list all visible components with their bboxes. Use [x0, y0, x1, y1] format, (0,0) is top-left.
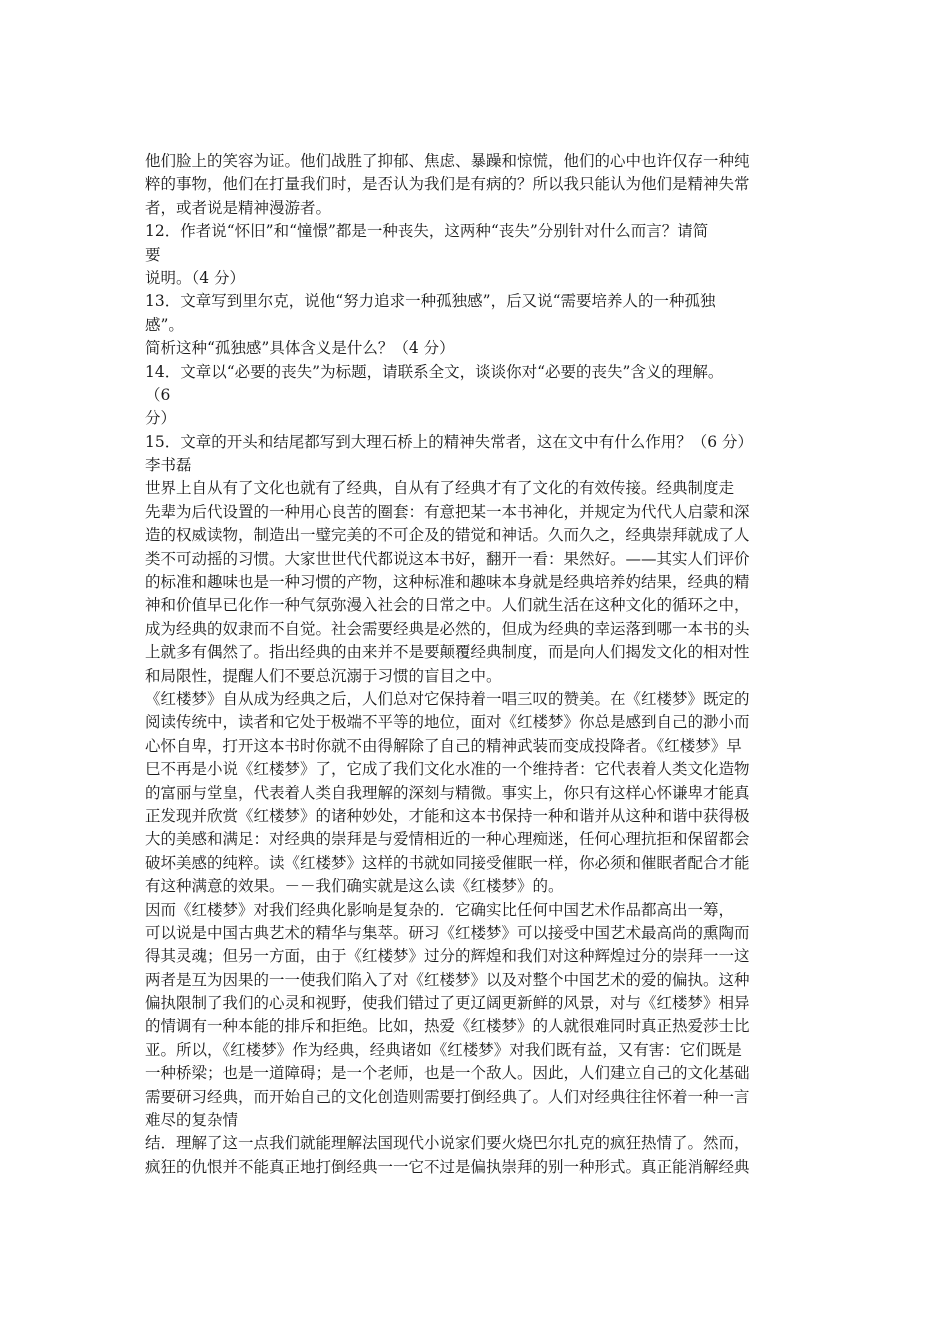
text-line: 阅读传统中，读者和它处于极端不平等的地位，面对《红楼梦》你总是感到自己的渺小而	[145, 713, 750, 732]
text-line: 得其灵魂；但另一方面，由于《红楼梦》过分的辉煌和我们对这种辉煌过分的崇拜一一这	[145, 947, 750, 966]
text-line: 的富丽与堂皇，代表着人类自我理解的深刻与精微。事实上，你只有这样心怀谦卑才能真	[145, 783, 750, 802]
text-line: 和局限性，提醒人们不要总沉溺于习惯的盲目之中。	[145, 666, 502, 685]
text-line: 偏执限制了我们的心灵和视野，使我们错过了更辽阔更新鲜的风景，对与《红楼梦》相异	[145, 994, 750, 1013]
text-line: 大的美感和满足：对经典的崇拜是与爱情相近的一种心理痴迷，任何心理抗拒和保留都会	[145, 830, 750, 849]
text-line: 类不可动摇的习惯。大家世世代代都说这本书好，翻开一看：果然好。——其实人们评价	[145, 549, 750, 568]
text-line: 结．理解了这一点我们就能理解法国现代小说家们要火烧巴尔扎克的疯狂热情了。然而，	[145, 1134, 750, 1153]
text-line: 的标准和趣味也是一种习惯的产物，这种标准和趣味本身就是经典培养妁结果，经典的精	[145, 573, 750, 592]
text-line: 成为经典的奴隶而不自觉。社会需要经典是必然的，但成为经典的幸运落到哪一本书的头	[145, 619, 750, 638]
text-line: 粹的事物，他们在打量我们时，是否认为我们是有病的？所以我只能认为他们是精神失常	[145, 175, 750, 194]
text-line: 巳不再是小说《红楼梦》了，它成了我们文化水准的一个维持者：它代表着人类文化造物	[145, 760, 750, 779]
text-line: 《红楼梦》自从成为经典之后，人们总对它保持着一唱三叹的赞美。在《红楼梦》既定的	[145, 689, 750, 708]
text-line: 一种桥梁；也是一道障碍；是一个老师，也是一个敌人。因此，人们建立自己的文化基础	[145, 1064, 750, 1083]
document-page	[145, 150, 813, 1179]
text-line: 说明。（4 分）	[145, 268, 246, 287]
text-line: 造的权威读物，制造出一璧完美的不可企及的错觉和神话。久而久之，经典崇拜就成了人	[145, 526, 750, 545]
text-line: 神和价值早已化作一种气氛弥漫入社会的日常之中。人们就生活在这种文化的循环之中，	[145, 596, 750, 615]
question-12: 12．作者说“怀旧”和“憧憬”都是一种丧失，这两种“丧失”分别针对什么而言？请简	[145, 222, 709, 241]
text-line: 正发现并欣赏《红楼梦》的诸种妙处，才能和这本书保持一种和谐并从这种和谐中获得极	[145, 806, 750, 825]
text-line: 要	[145, 245, 161, 264]
question-14: 14．文章以“必要的丧失”为标题，请联系全文，谈谈你对“必要的丧失”含义的理解。	[145, 362, 724, 381]
text-line: 亚。所以，《红楼梦》作为经典，经典诸如《红楼梦》对我们既有益，又有害：它们既是	[145, 1040, 742, 1059]
text-line: 心怀自卑，打开这本书时你就不由得解除了自己的精神武装而变成投降者。《红楼梦》早	[145, 736, 742, 755]
text-line: 先辈为后代设置的一种用心良苦的圈套：有意把某一本书神化，并规定为代代人启蒙和深	[145, 502, 750, 521]
text-line: 破坏美感的纯粹。读《红楼梦》这样的书就如同接受催眠一样，你必须和催眠者配合才能	[145, 853, 750, 872]
text-line: 上就多有偶然了。指出经典的由来并不是要颠覆经典制度，而是向人们揭发文化的相对性	[145, 643, 750, 662]
text-line: 难尽的复杂情	[145, 1111, 239, 1130]
text-line: 者，或者说是精神漫游者。	[145, 198, 332, 217]
text-line: 感”。	[145, 315, 184, 334]
text-line: 有这种满意的效果。－－我们确实就是这么读《红楼梦》的。	[145, 877, 564, 896]
text-line: 因而《红楼梦》对我们经典化影响是复杂的．它确实比任何中国艺术作品都高出一筹，	[145, 900, 735, 919]
text-line: 可以说是中国古典艺术的精华与集萃。研习《红楼梦》可以接受中国艺术最高尚的熏陶而	[145, 923, 750, 942]
text-line: 他们脸上的笑容为证。他们战胜了抑郁、焦虑、暴躁和惊慌，他们的心中也许仅存一种纯	[145, 152, 750, 170]
text-line: （6	[145, 385, 171, 404]
text-line: 的情调有一种本能的排斥和拒绝。比如，热爱《红楼梦》的人就很难同时真正热爱莎士比	[145, 1017, 750, 1036]
text-line: 简析这种“孤独感”具体含义是什么？（4 分）	[145, 339, 455, 358]
text-line: 疯狂的仇恨并不能真正地打倒经典一一它不过是偏执崇拜的别一种形式。真正能消解经典	[145, 1157, 750, 1176]
question-13: 13．文章写到里尔克，说他“努力追求一种孤独感”，后又说“需要培养人的一种孤独	[145, 292, 716, 311]
text-line: 需要研习经典，而开始自己的文化创造则需要打倒经典了。人们对经典往往怀着一种一言	[145, 1087, 750, 1106]
author-name: 李书磊	[145, 456, 192, 475]
text-line: 世界上自从有了文化也就有了经典，自从有了经典才有了文化的有效传接。经典制度走	[145, 479, 735, 498]
text-line: 两者是互为因果的一一使我们陷入了对《红楼梦》以及对整个中国艺术的爱的偏执。这种	[145, 970, 750, 989]
question-15: 15．文章的开头和结尾都写到大理石桥上的精神失常者，这在文中有什么作用？（6 分）	[145, 432, 754, 451]
text-line: 分）	[145, 409, 177, 428]
